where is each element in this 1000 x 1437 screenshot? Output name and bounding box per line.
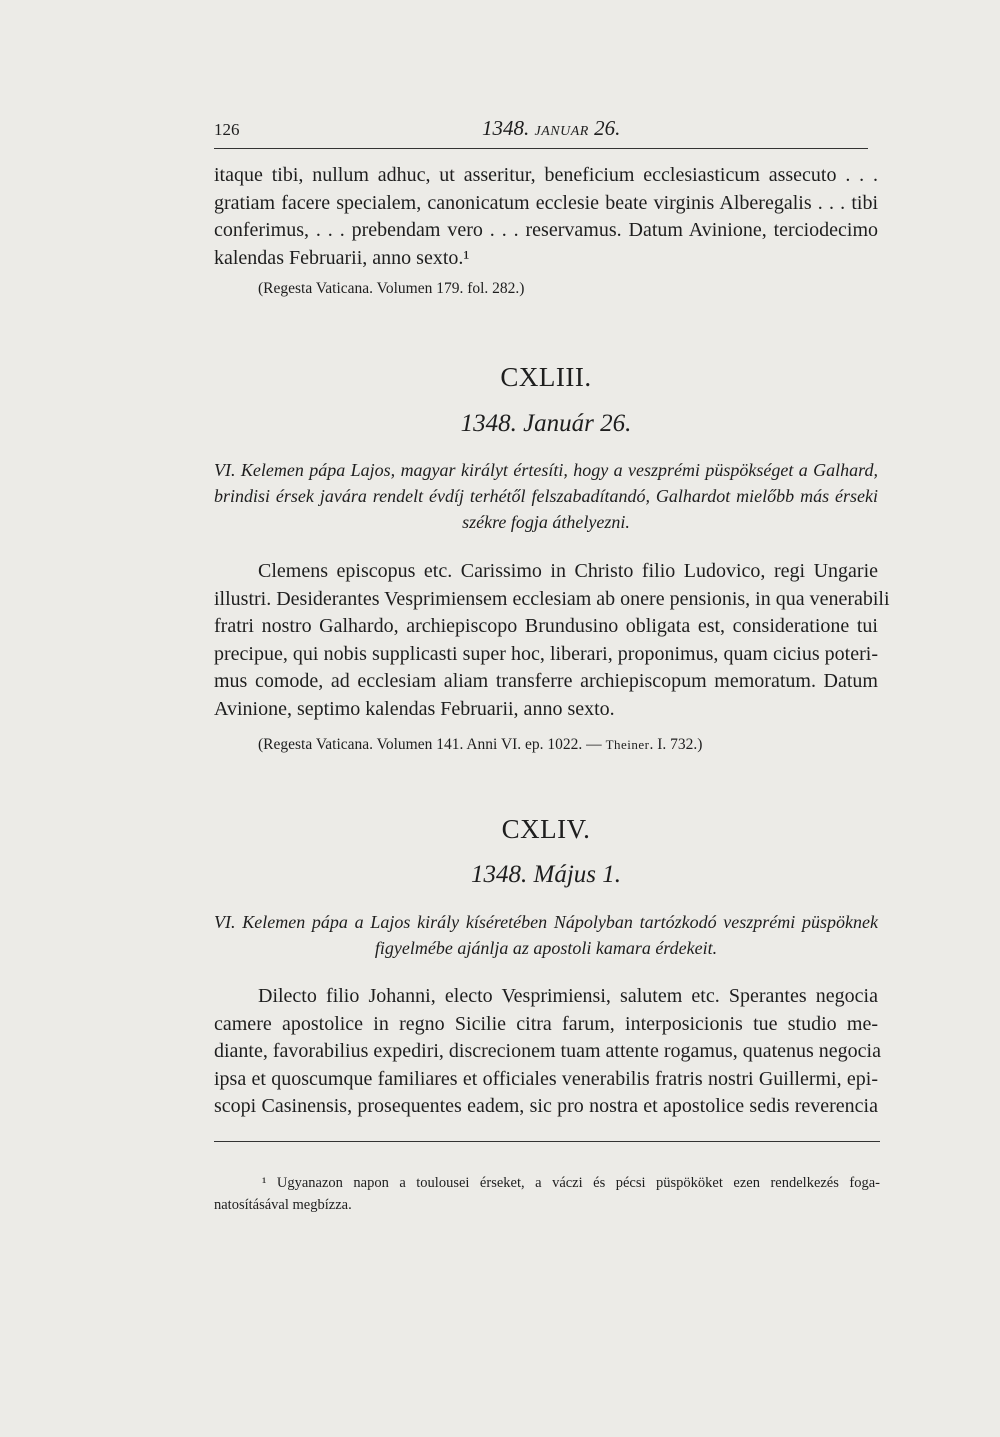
text-line: camere apostolice in regno Sicilie citra farum, interposicionis tue studio me- (214, 1012, 878, 1035)
doc-144-summary (214, 909, 878, 961)
summary-line: székre fogja áthelyezni. (462, 512, 630, 532)
text-line: kalendas Februarii, anno sexto.¹ (214, 246, 470, 269)
text-line: ipsa et quoscumque familiares et officiales venerabilis fratris nostri Guillermi, epi- (214, 1067, 878, 1090)
doc-144-numeral: CXLIV. (501, 814, 591, 844)
text-line: Dilecto filio Johanni, electo Vesprimiensi, salutem etc. Sperantes negocia (258, 985, 878, 1007)
text-line: illustri. Desiderantes Vesprimiensem ecclesiam ab onere pensionis, in qua venerabili (214, 587, 890, 610)
text-line: conferimus, . . . prebendam vero . . . reservamus. Datum Avinione, terciodecimo (214, 219, 878, 241)
summary-line: figyelmébe ajánlja az apostoli kamara érdekeit. (374, 938, 718, 958)
doc-143-citation (258, 735, 702, 755)
text-line: Avinione, septimo kalendas Februarii, anno sexto. (214, 697, 615, 720)
summary-line: VI. Kelemen pápa Lajos, magyar királyt értesíti, hogy a veszprémi püspökséget a Galhard, (214, 460, 878, 480)
citation-author: Theiner (605, 737, 650, 752)
doc-143-summary (214, 457, 878, 535)
page-number: 126 (214, 120, 240, 139)
footnote-line: ¹ Ugyanazon napon a toulousei érseket, a váczi és pécsi püspököket ezen rendelkezés foga- (262, 1175, 880, 1191)
text-line: scopi Casinensis, prosequentes eadem, sic pro nostra et apostolice sedis reverencia (214, 1095, 878, 1117)
prev-doc-citation: (Regesta Vaticana. Volumen 179. fol. 282.) (258, 280, 525, 297)
prev-doc-text (214, 162, 878, 272)
running-title-year: 1348. (482, 116, 530, 140)
footnote-rule (214, 1141, 880, 1142)
citation-reference: . I. 732.) (649, 736, 703, 753)
doc-143-date: 1348. Január 26. (460, 410, 632, 437)
doc-143-body (214, 558, 890, 723)
doc-144-date: 1348. Május 1. (471, 861, 621, 888)
text-line: itaque tibi, nullum adhuc, ut asseritur, beneficium ecclesiasticum assecuto . . . (214, 164, 878, 186)
text-line: precipue, qui nobis supplicasti super hoc, liberari, proponimus, quam cicius poteri- (214, 642, 878, 665)
running-title-day: 26. (594, 116, 621, 140)
page-header (214, 116, 868, 146)
footnote-line: natosításával megbízza. (214, 1197, 352, 1213)
header-rule (214, 148, 868, 149)
running-title (482, 116, 620, 141)
citation-source: (Regesta Vaticana. Volumen 141. Anni VI. ep. 1022. — (258, 736, 606, 753)
text-line: Clemens episcopus etc. Carissimo in Christo filio Ludovico, regi Ungarie (258, 560, 878, 582)
text-line: fratri nostro Galhardo, archiepiscopo Brundusino obligata est, consideratione tui (214, 615, 878, 637)
summary-line: brindisi érsek javára rendelt évdíj terhétől felszabadítandó, Galhardot mielőbb más érseki (214, 486, 878, 506)
footnote (214, 1172, 880, 1216)
text-line: mus comode, ad ecclesiam aliam transferre archiepiscopum memoratum. Datum (214, 670, 878, 692)
summary-line: VI. Kelemen pápa a Lajos király kíséretében Nápolyban tartózkodó veszprémi püspöknek (214, 912, 878, 932)
doc-143-numeral: CXLIII. (500, 362, 592, 392)
doc-144-body (214, 983, 881, 1121)
text-line: diante, favorabilius expediri, discrecionem tuam attente rogamus, quatenus negocia (214, 1040, 881, 1062)
running-title-month: JANUAR (534, 124, 589, 139)
text-line: gratiam facere specialem, canonicatum ecclesie beate virginis Alberegalis . . . tibi (214, 191, 878, 214)
